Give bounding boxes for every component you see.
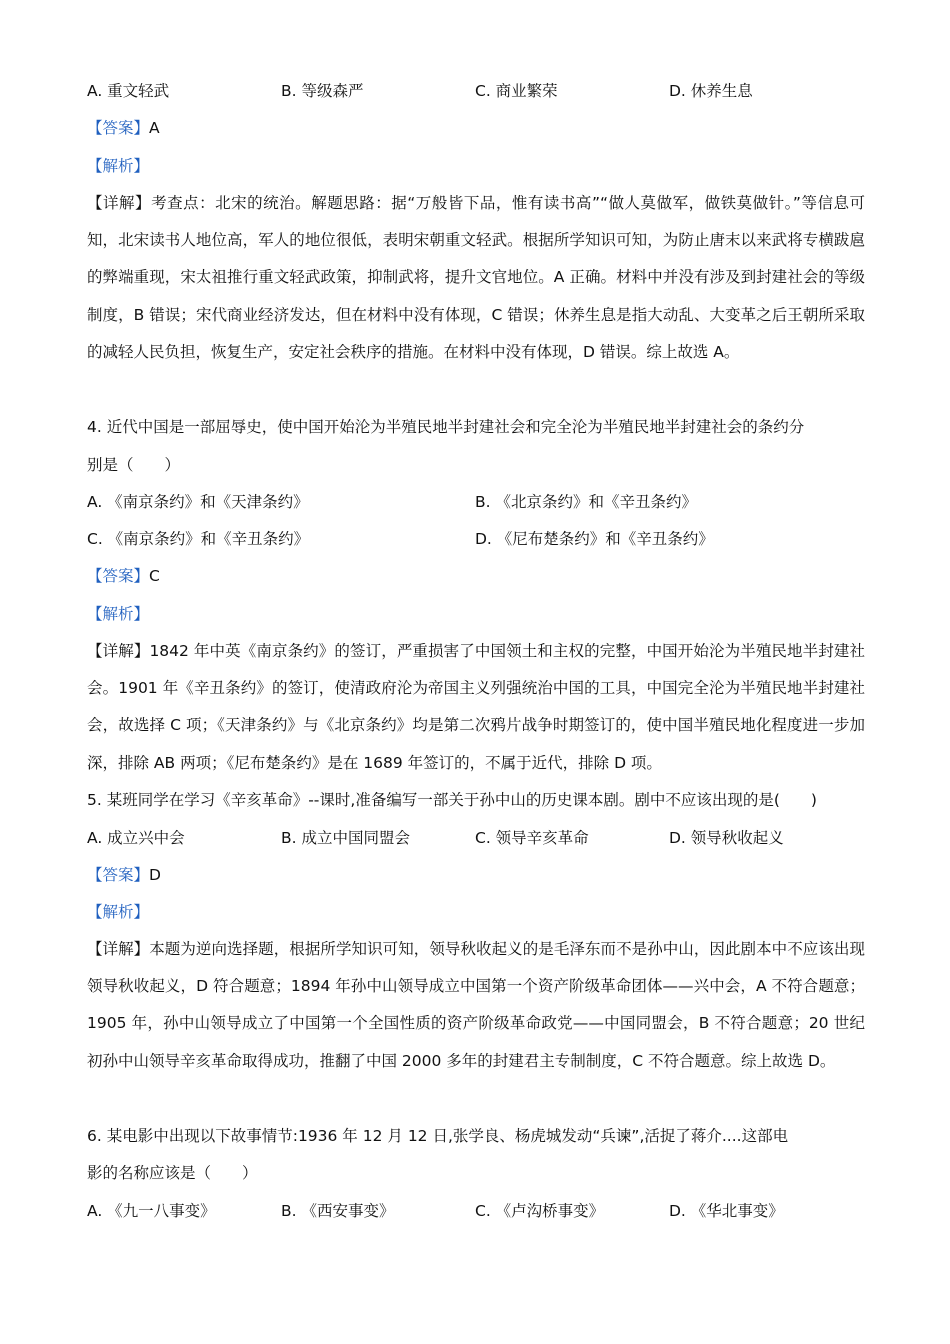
q6-stem-line2: 影的名称应该是（ ） (87, 1164, 258, 1182)
q4-option-c: C. 《南京条约》和《辛丑条约》 (87, 530, 310, 548)
q6-option-c: C. 《卢沟桥事变》 (475, 1202, 605, 1220)
q3-option-d: D. 休养生息 (669, 82, 753, 100)
q4-option-b: B. 《北京条约》和《辛丑条约》 (475, 493, 697, 511)
detail-tag: 【详解】 (87, 194, 152, 212)
q5-option-a: A. 成立兴中会 (87, 829, 185, 847)
analysis-tag: 【解析】 (87, 903, 150, 921)
q6-stem-line1: 6. 某电影中出现以下故事情节:1936 年 12 月 12 日,张学良、杨虎城发动“兵谏”,活捉了蒋介....这部电 (87, 1127, 789, 1145)
q3-answer: A (149, 119, 160, 137)
detail-tag: 【详解】 (87, 940, 150, 958)
q4-stem-line1: 4. 近代中国是一部屈辱史，使中国开始沦为半殖民地半封建社会和完全沦为半殖民地半封建社会的条约分 (87, 418, 805, 436)
q5-analysis-line (87, 902, 149, 922)
q6-option-b: B. 《西安事变》 (281, 1202, 395, 1220)
q5-answer-line (87, 865, 161, 885)
q5-option-b: B. 成立中国同盟会 (281, 829, 410, 847)
q3-option-b: B. 等级森严 (281, 82, 364, 100)
q3-detail-text: 考查点：北宋的统治。解题思路：据“万般皆下品，惟有读书高”“做人莫做军，做铁莫做针。”等信息可知，北宋读书人地位高，军人的地位很低，表明宋朝重文轻武。根据所学知识可知，为防止唐末以来武将专横跋扈的弊端重现，宋太祖推行重文轻武政策，抑制武将，提升文官地位。A 正确。材料中并没有涉及到封建社会的等级制度，B 错误；宋代商业经济发达，但在材料中没有体现，C 错误；休养生息是指大动乱、大变革之后王朝所采取的减轻人民负担，恢复生产，安定社会秩序的措施。在材料中没有体现，D 错误。综上故选 A。 (87, 194, 865, 361)
answer-tag: 【答案】 (87, 119, 150, 137)
detail-tag: 【详解】 (87, 642, 150, 660)
q4-option-a: A. 《南京条约》和《天津条约》 (87, 493, 309, 511)
q4-detail-text: 1842 年中英《南京条约》的签订，严重损害了中国领土和主权的完整，中国开始沦为半殖民地半封建社会。1901 年《辛丑条约》的签订，使清政府沦为帝国主义列强统治中国的工具，中国完全沦为半殖民地半封建社会，故选择 C 项；《天津条约》与《北京条约》均是第二次鸦片战争时期签订的，使中国半殖民地化程度进一步加深，排除 AB 两项；《尼布楚条约》是在 1689 年签订的，不属于近代，排除 D 项。 (87, 642, 865, 772)
q5-detail (87, 931, 865, 1080)
q4-detail (87, 633, 865, 782)
analysis-tag: 【解析】 (87, 157, 150, 175)
q4-answer: C (149, 567, 160, 585)
answer-tag: 【答案】 (87, 567, 150, 585)
q3-option-a: A. 重文轻武 (87, 82, 170, 100)
q5-detail-text: 本题为逆向选择题，根据所学知识可知，领导秋收起义的是毛泽东而不是孙中山，因此剧本中不应该出现领导秋收起义，D 符合题意；1894 年孙中山领导成立中国第一个资产阶级革命团体——兴中会，A 不符合题意；1905 年，孙中山领导成立了中国第一个全国性质的资产阶级革命政党——中国同盟会，B 不符合题意；20 世纪初孙中山领导辛亥革命取得成功，推翻了中国 2000 多年的封建君主专制制度，C 不符合题意。综上故选 D。 (87, 940, 865, 1070)
q5-answer: D (149, 866, 161, 884)
q3-answer-line (87, 118, 160, 138)
q5-option-d: D. 领导秋收起义 (669, 829, 784, 847)
q3-detail (87, 185, 865, 371)
q4-answer-line (87, 566, 160, 586)
q6-option-a: A. 《九一八事变》 (87, 1202, 216, 1220)
q4-stem-line2: 别是（ ） (87, 456, 181, 474)
q6-option-d: D. 《华北事变》 (669, 1202, 784, 1220)
q4-option-d: D. 《尼布楚条约》和《辛丑条约》 (475, 530, 714, 548)
q3-option-c: C. 商业繁荣 (475, 82, 558, 100)
q5-option-c: C. 领导辛亥革命 (475, 829, 589, 847)
analysis-tag: 【解析】 (87, 605, 150, 623)
q5-stem: 5. 某班同学在学习《辛亥革命》-‐课时,准备编写一部关于孙中山的历史课本剧。剧中不应该出现的是( ) (87, 791, 817, 809)
q3-analysis-line (87, 156, 149, 176)
q4-analysis-line (87, 604, 149, 624)
answer-tag: 【答案】 (87, 866, 150, 884)
